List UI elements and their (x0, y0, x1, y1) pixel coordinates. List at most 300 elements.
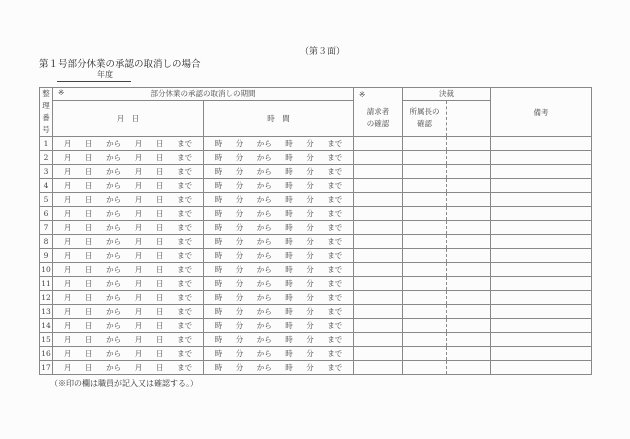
time-unit-label: から (256, 363, 272, 372)
date-unit-label: まで (177, 307, 193, 316)
remarks-cell[interactable] (491, 333, 592, 347)
date-unit-label: 月 (134, 321, 143, 330)
date-unit-label: 月 (63, 251, 72, 260)
time-range-cell[interactable] (204, 221, 354, 235)
remarks-cell[interactable] (491, 361, 592, 375)
date-unit-label: まで (177, 153, 193, 162)
date-unit-label: 月 (134, 363, 143, 372)
approval-cell[interactable] (447, 193, 491, 207)
date-unit-label: 日 (84, 293, 93, 302)
time-unit-label: から (256, 293, 272, 302)
date-range-cell[interactable] (53, 249, 204, 263)
time-unit-label: 分 (235, 307, 244, 316)
date-unit-label: 月 (134, 237, 143, 246)
approval-cell[interactable] (447, 207, 491, 221)
remarks-cell[interactable] (491, 137, 592, 151)
time-unit-label: まで (327, 251, 343, 260)
date-unit-label: 月 (63, 307, 72, 316)
table-row (40, 305, 592, 319)
time-range-cell[interactable] (204, 291, 354, 305)
date-unit-label: から (106, 335, 122, 344)
chief-confirm-cell[interactable] (403, 319, 447, 333)
time-range-cell[interactable] (204, 347, 354, 361)
date-unit-label: まで (177, 349, 193, 358)
remarks-cell[interactable] (491, 165, 592, 179)
time-unit-label: 分 (235, 363, 244, 372)
approval-cell[interactable] (447, 347, 491, 361)
period-header: ※ 部分休業の承認の取消しの期間 (53, 88, 354, 101)
remarks-cell[interactable] (491, 305, 592, 319)
table-row (40, 277, 592, 291)
remarks-cell[interactable] (491, 263, 592, 277)
approval-cell[interactable] (447, 165, 491, 179)
row-number: 4 (40, 179, 53, 193)
requester-confirm-cell[interactable] (354, 207, 403, 221)
remarks-cell[interactable] (491, 193, 592, 207)
time-unit-label: 時 (214, 181, 223, 190)
time-unit-label: 分 (235, 195, 244, 204)
date-unit-label: 月 (63, 293, 72, 302)
time-unit-label: まで (327, 265, 343, 274)
time-unit-label: 分 (235, 139, 244, 148)
date-unit-label: 月 (63, 181, 72, 190)
date-unit-label: 月 (134, 251, 143, 260)
approval-blank-header (447, 100, 491, 137)
date-unit-label: 日 (155, 237, 164, 246)
date-unit-label: 日 (84, 321, 93, 330)
date-unit-label: から (106, 293, 122, 302)
time-range-cell[interactable] (204, 193, 354, 207)
table-row (40, 137, 592, 151)
time-unit-label: まで (327, 223, 343, 232)
row-number: 6 (40, 207, 53, 221)
time-range-cell[interactable] (204, 179, 354, 193)
time-unit-label: 分 (235, 167, 244, 176)
date-unit-label: 日 (84, 363, 93, 372)
date-unit-label: 日 (155, 307, 164, 316)
date-unit-label: 日 (155, 279, 164, 288)
chief-confirm-cell[interactable] (403, 165, 447, 179)
date-unit-label: 月 (63, 209, 72, 218)
date-unit-label: から (106, 321, 122, 330)
chief-confirm-cell[interactable] (403, 277, 447, 291)
date-unit-label: 月 (63, 363, 72, 372)
approval-cell[interactable] (447, 319, 491, 333)
remarks-cell[interactable] (491, 235, 592, 249)
time-unit-label: 時 (285, 307, 293, 316)
time-unit-label: まで (327, 307, 343, 316)
time-unit-label: 時 (214, 167, 223, 176)
date-unit-label: 日 (155, 181, 164, 190)
requester-confirm-cell[interactable] (354, 193, 403, 207)
remarks-cell[interactable] (491, 221, 592, 235)
requester-confirm-cell[interactable] (354, 249, 403, 263)
time-unit-label: 分 (306, 167, 314, 176)
date-unit-label: 日 (84, 349, 93, 358)
date-unit-label: 日 (155, 139, 164, 148)
date-unit-label: 月 (63, 195, 72, 204)
table-row (40, 179, 592, 193)
approval-cell[interactable] (447, 277, 491, 291)
date-unit-label: 月 (63, 335, 72, 344)
row-number: 16 (40, 347, 53, 361)
date-range-cell[interactable] (53, 277, 204, 291)
date-unit-label: 月 (63, 237, 72, 246)
date-unit-label: 月 (134, 167, 143, 176)
time-unit-label: 時 (285, 153, 293, 162)
date-range-cell[interactable] (53, 193, 204, 207)
date-unit-label: から (106, 195, 122, 204)
date-column-header: 月 日 (53, 100, 204, 137)
time-range-cell[interactable] (204, 165, 354, 179)
time-unit-label: 時 (285, 279, 293, 288)
table-row (40, 291, 592, 305)
date-unit-label: 日 (84, 335, 93, 344)
time-unit-label: 分 (306, 293, 314, 302)
time-unit-label: 分 (235, 335, 244, 344)
date-range-cell[interactable] (53, 221, 204, 235)
table-row (40, 347, 592, 361)
date-unit-label: から (106, 209, 122, 218)
date-unit-label: 月 (63, 153, 72, 162)
date-unit-label: まで (177, 223, 193, 232)
date-unit-label: 日 (155, 223, 164, 232)
date-unit-label: から (106, 251, 122, 260)
row-number: 8 (40, 235, 53, 249)
remarks-cell[interactable] (491, 291, 592, 305)
date-unit-label: から (106, 279, 122, 288)
table-row (40, 235, 592, 249)
requester-confirm-cell[interactable] (354, 179, 403, 193)
date-range-cell[interactable] (53, 291, 204, 305)
time-unit-label: 分 (235, 223, 244, 232)
time-range-cell[interactable] (204, 151, 354, 165)
time-unit-label: 時 (214, 195, 223, 204)
date-unit-label: から (106, 363, 122, 372)
row-number: 15 (40, 333, 53, 347)
requester-confirm-cell[interactable] (354, 333, 403, 347)
table-row (40, 263, 592, 277)
approval-cell[interactable] (447, 305, 491, 319)
date-unit-label: 日 (155, 335, 164, 344)
requester-confirm-cell[interactable] (354, 263, 403, 277)
date-unit-label: 月 (63, 265, 72, 274)
approval-cell[interactable] (447, 179, 491, 193)
requester-confirm-cell[interactable] (354, 165, 403, 179)
time-unit-label: 分 (235, 153, 244, 162)
date-unit-label: 日 (155, 167, 164, 176)
date-range-cell[interactable] (53, 333, 204, 347)
table-row (40, 165, 592, 179)
chief-confirm-cell[interactable] (403, 291, 447, 305)
seq-number-header: 整 理 番 号 (40, 88, 53, 137)
approval-cell[interactable] (447, 333, 491, 347)
date-unit-label: まで (177, 181, 193, 190)
date-unit-label: から (106, 139, 122, 148)
date-unit-label: 日 (84, 167, 93, 176)
time-unit-label: 分 (235, 265, 244, 274)
date-unit-label: 月 (134, 209, 143, 218)
remarks-cell[interactable] (491, 207, 592, 221)
time-unit-label: から (256, 321, 272, 330)
cancellation-table (39, 87, 592, 375)
chief-confirm-cell[interactable] (403, 221, 447, 235)
time-unit-label: 分 (306, 335, 314, 344)
time-unit-label: まで (327, 363, 343, 372)
time-unit-label: から (256, 251, 272, 260)
remarks-cell[interactable] (491, 347, 592, 361)
time-column-header: 時 間 (204, 100, 354, 137)
chief-confirm-header: 所属長の 確認 (403, 100, 447, 137)
requester-confirm-cell[interactable] (354, 361, 403, 375)
time-unit-label: まで (327, 195, 343, 204)
time-range-cell[interactable] (204, 333, 354, 347)
time-unit-label: 分 (235, 349, 244, 358)
time-unit-label: 時 (285, 181, 293, 190)
time-unit-label: から (256, 237, 272, 246)
date-unit-label: 日 (155, 251, 164, 260)
time-unit-label: 時 (214, 335, 223, 344)
date-unit-label: から (106, 265, 122, 274)
date-unit-label: 日 (84, 307, 93, 316)
date-unit-label: まで (177, 209, 193, 218)
remarks-cell[interactable] (491, 319, 592, 333)
time-unit-label: まで (327, 153, 343, 162)
time-unit-label: 時 (285, 293, 293, 302)
date-unit-label: から (106, 349, 122, 358)
time-unit-label: まで (327, 321, 343, 330)
date-unit-label: 月 (134, 153, 143, 162)
chief-confirm-cell[interactable] (403, 333, 447, 347)
time-unit-label: 分 (235, 251, 244, 260)
requester-confirm-cell[interactable] (354, 319, 403, 333)
chief-confirm-cell[interactable] (403, 249, 447, 263)
time-unit-label: 時 (214, 153, 223, 162)
time-range-cell[interactable] (204, 305, 354, 319)
date-range-cell[interactable] (53, 361, 204, 375)
date-unit-label: 日 (84, 153, 93, 162)
date-unit-label: 月 (134, 279, 143, 288)
fiscal-year-field[interactable] (57, 70, 131, 82)
time-unit-label: 分 (306, 209, 314, 218)
time-unit-label: まで (327, 181, 343, 190)
date-unit-label: から (106, 181, 122, 190)
requester-confirm-cell[interactable] (354, 235, 403, 249)
time-unit-label: 時 (214, 251, 223, 260)
time-unit-label: 分 (235, 321, 244, 330)
date-unit-label: 日 (84, 223, 93, 232)
chief-confirm-cell[interactable] (403, 207, 447, 221)
chief-confirm-cell[interactable] (403, 347, 447, 361)
time-unit-label: 分 (306, 153, 314, 162)
date-range-cell[interactable] (53, 165, 204, 179)
chief-confirm-cell[interactable] (403, 263, 447, 277)
date-range-cell[interactable] (53, 151, 204, 165)
date-range-cell[interactable] (53, 347, 204, 361)
time-range-cell[interactable] (204, 361, 354, 375)
requester-confirm-cell[interactable] (354, 291, 403, 305)
time-unit-label: 時 (285, 363, 293, 372)
date-unit-label: まで (177, 279, 193, 288)
remarks-cell[interactable] (491, 277, 592, 291)
approval-cell[interactable] (447, 221, 491, 235)
date-unit-label: 月 (134, 223, 143, 232)
requester-confirm-cell[interactable] (354, 347, 403, 361)
date-range-cell[interactable] (53, 137, 204, 151)
time-unit-label: まで (327, 237, 343, 246)
chief-confirm-cell[interactable] (403, 235, 447, 249)
time-range-cell[interactable] (204, 319, 354, 333)
time-unit-label: 時 (285, 209, 293, 218)
time-unit-label: 分 (306, 349, 314, 358)
page-number-label: （第３面） (300, 47, 346, 57)
requester-confirm-cell[interactable] (354, 151, 403, 165)
time-unit-label: 時 (285, 335, 293, 344)
time-range-cell[interactable] (204, 207, 354, 221)
date-unit-label: 日 (84, 279, 93, 288)
time-range-cell[interactable] (204, 277, 354, 291)
date-unit-label: まで (177, 237, 193, 246)
requester-confirm-cell[interactable] (354, 277, 403, 291)
date-unit-label: 日 (155, 209, 164, 218)
requester-confirm-cell[interactable] (354, 137, 403, 151)
date-unit-label: 月 (63, 349, 72, 358)
time-unit-label: 分 (306, 237, 314, 246)
row-number: 2 (40, 151, 53, 165)
time-unit-label: 分 (306, 307, 314, 316)
time-range-cell[interactable] (204, 249, 354, 263)
approval-cell[interactable] (447, 263, 491, 277)
date-unit-label: 日 (84, 265, 93, 274)
time-unit-label: から (256, 195, 272, 204)
chief-confirm-cell[interactable] (403, 151, 447, 165)
chief-confirm-cell[interactable] (403, 179, 447, 193)
time-range-cell[interactable] (204, 137, 354, 151)
time-unit-label: 時 (214, 279, 223, 288)
approval-cell[interactable] (447, 249, 491, 263)
time-range-cell[interactable] (204, 235, 354, 249)
date-unit-label: 日 (155, 195, 164, 204)
approval-cell[interactable] (447, 151, 491, 165)
table-row (40, 333, 592, 347)
table-row (40, 361, 592, 375)
time-unit-label: 時 (285, 195, 293, 204)
time-unit-label: まで (327, 349, 343, 358)
date-unit-label: 日 (155, 265, 164, 274)
date-range-cell[interactable] (53, 235, 204, 249)
time-unit-label: 分 (306, 251, 314, 260)
time-unit-label: 分 (306, 223, 314, 232)
time-unit-label: 時 (214, 321, 223, 330)
row-number: 11 (40, 277, 53, 291)
date-unit-label: 月 (134, 335, 143, 344)
date-unit-label: 月 (63, 167, 72, 176)
time-unit-label: から (256, 307, 272, 316)
date-unit-label: 月 (134, 139, 143, 148)
date-unit-label: から (106, 153, 122, 162)
chief-confirm-cell[interactable] (403, 137, 447, 151)
chief-confirm-cell[interactable] (403, 193, 447, 207)
date-unit-label: 月 (63, 321, 72, 330)
table-row (40, 151, 592, 165)
chief-confirm-cell[interactable] (403, 305, 447, 319)
date-unit-label: 月 (63, 223, 72, 232)
form-title: 第１号部分休業の承認の取消しの場合 (39, 59, 201, 70)
time-unit-label: 時 (214, 223, 223, 232)
time-unit-label: から (256, 139, 272, 148)
date-range-cell[interactable] (53, 305, 204, 319)
date-unit-label: 日 (84, 237, 93, 246)
time-unit-label: 時 (285, 251, 293, 260)
row-number: 1 (40, 137, 53, 151)
time-unit-label: から (256, 223, 272, 232)
date-unit-label: まで (177, 335, 193, 344)
date-unit-label: 日 (155, 363, 164, 372)
table-row (40, 249, 592, 263)
time-unit-label: 分 (235, 181, 244, 190)
date-unit-label: 月 (134, 293, 143, 302)
chief-confirm-cell[interactable] (403, 361, 447, 375)
date-unit-label: から (106, 237, 122, 246)
date-unit-label: 月 (134, 349, 143, 358)
date-unit-label: まで (177, 363, 193, 372)
time-unit-label: 時 (214, 307, 223, 316)
time-unit-label: 時 (285, 237, 293, 246)
date-unit-label: から (106, 307, 122, 316)
date-range-cell[interactable] (53, 179, 204, 193)
date-range-cell[interactable] (53, 263, 204, 277)
date-unit-label: まで (177, 139, 193, 148)
time-unit-label: 分 (235, 237, 244, 246)
date-unit-label: 日 (155, 321, 164, 330)
remarks-cell[interactable] (491, 179, 592, 193)
approval-cell[interactable] (447, 235, 491, 249)
remarks-cell[interactable] (491, 151, 592, 165)
date-unit-label: まで (177, 195, 193, 204)
row-number: 17 (40, 361, 53, 375)
date-unit-label: 月 (134, 265, 143, 274)
requester-confirm-cell[interactable] (354, 221, 403, 235)
date-unit-label: 日 (155, 293, 164, 302)
approval-cell[interactable] (447, 137, 491, 151)
row-number: 9 (40, 249, 53, 263)
row-number: 7 (40, 221, 53, 235)
date-unit-label: まで (177, 251, 193, 260)
time-unit-label: まで (327, 279, 343, 288)
time-unit-label: から (256, 153, 272, 162)
date-unit-label: まで (177, 293, 193, 302)
row-number: 12 (40, 291, 53, 305)
time-range-cell[interactable] (204, 263, 354, 277)
approval-cell[interactable] (447, 361, 491, 375)
time-unit-label: から (256, 265, 272, 274)
date-unit-label: 日 (84, 181, 93, 190)
date-range-cell[interactable] (53, 207, 204, 221)
date-range-cell[interactable] (53, 319, 204, 333)
date-unit-label: 日 (155, 153, 164, 162)
approval-cell[interactable] (447, 291, 491, 305)
remarks-cell[interactable] (491, 249, 592, 263)
time-unit-label: 分 (235, 279, 244, 288)
date-unit-label: 日 (155, 349, 164, 358)
time-unit-label: 時 (285, 265, 293, 274)
table-row (40, 207, 592, 221)
time-unit-label: 分 (306, 265, 314, 274)
requester-confirm-cell[interactable] (354, 305, 403, 319)
date-unit-label: 日 (84, 209, 93, 218)
time-unit-label: まで (327, 167, 343, 176)
time-unit-label: 分 (306, 181, 314, 190)
